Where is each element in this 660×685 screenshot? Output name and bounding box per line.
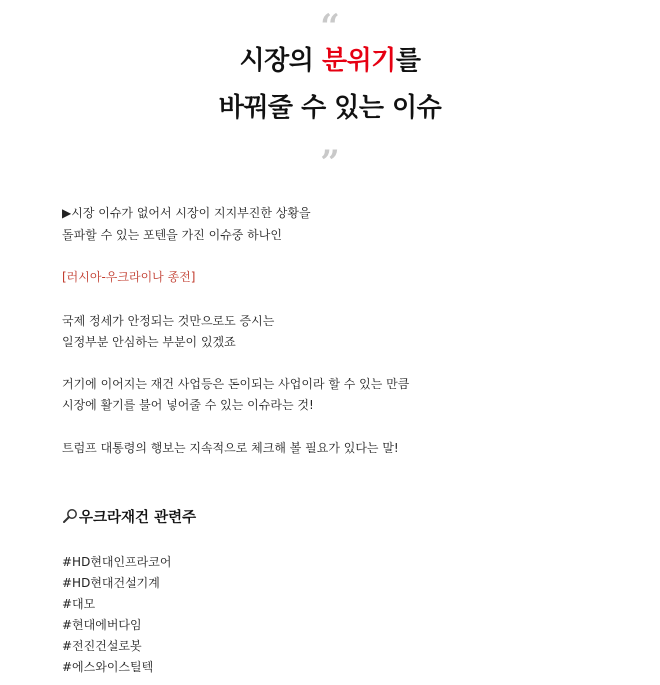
headline-line-1 — [0, 48, 660, 74]
related-stocks-title: 우크라재건 관련주 — [79, 510, 197, 526]
headline-line-1-before: 시장의 — [239, 46, 322, 76]
paragraph-1-line-1: ▶시장 이슈가 없어서 시장이 지지부진한 상황을 — [62, 206, 311, 220]
paragraph-3-line-2: 일정부분 안심하는 부분이 있겠죠 — [62, 335, 236, 349]
stock-tag: #에스와이스틸텍 — [62, 660, 154, 674]
close-quote-icon: ” — [320, 143, 340, 183]
headline-line-2: 바꿔줄 수 있는 이슈 — [218, 93, 442, 123]
headline-accent-word: 분위기 — [321, 46, 396, 76]
paragraph-4-line-2: 시장에 활기를 불어 넣어줄 수 있는 이슈라는 것! — [62, 398, 314, 412]
highlight-label: [러시아-우크라이나 종전] — [62, 270, 196, 284]
magnifier-icon — [62, 508, 78, 524]
stock-tag: #전진건설로봇 — [62, 639, 142, 653]
open-quote-icon: “ — [320, 7, 340, 47]
stock-tag: #HD현대건설기계 — [62, 576, 160, 590]
paragraph-3-line-1: 국제 정세가 안정되는 것만으로도 증시는 — [62, 314, 275, 328]
paragraph-1-line-2: 돌파할 수 있는 포텐을 가진 이슈중 하나인 — [62, 228, 282, 242]
stock-tag: #대모 — [62, 597, 96, 611]
related-stocks-heading — [62, 508, 196, 526]
stock-tag: #HD현대인프라코어 — [62, 555, 172, 569]
paragraph-5-line-1: 트럼프 대통령의 행보는 지속적으로 체크해 볼 필요가 있다는 말! — [62, 441, 399, 455]
paragraph-4-line-1: 거기에 이어지는 재건 사업등은 돈이되는 사업이라 할 수 있는 만큼 — [62, 377, 410, 391]
headline-line-1-after: 를 — [395, 46, 421, 76]
stock-tag: #현대에버다임 — [62, 618, 142, 632]
